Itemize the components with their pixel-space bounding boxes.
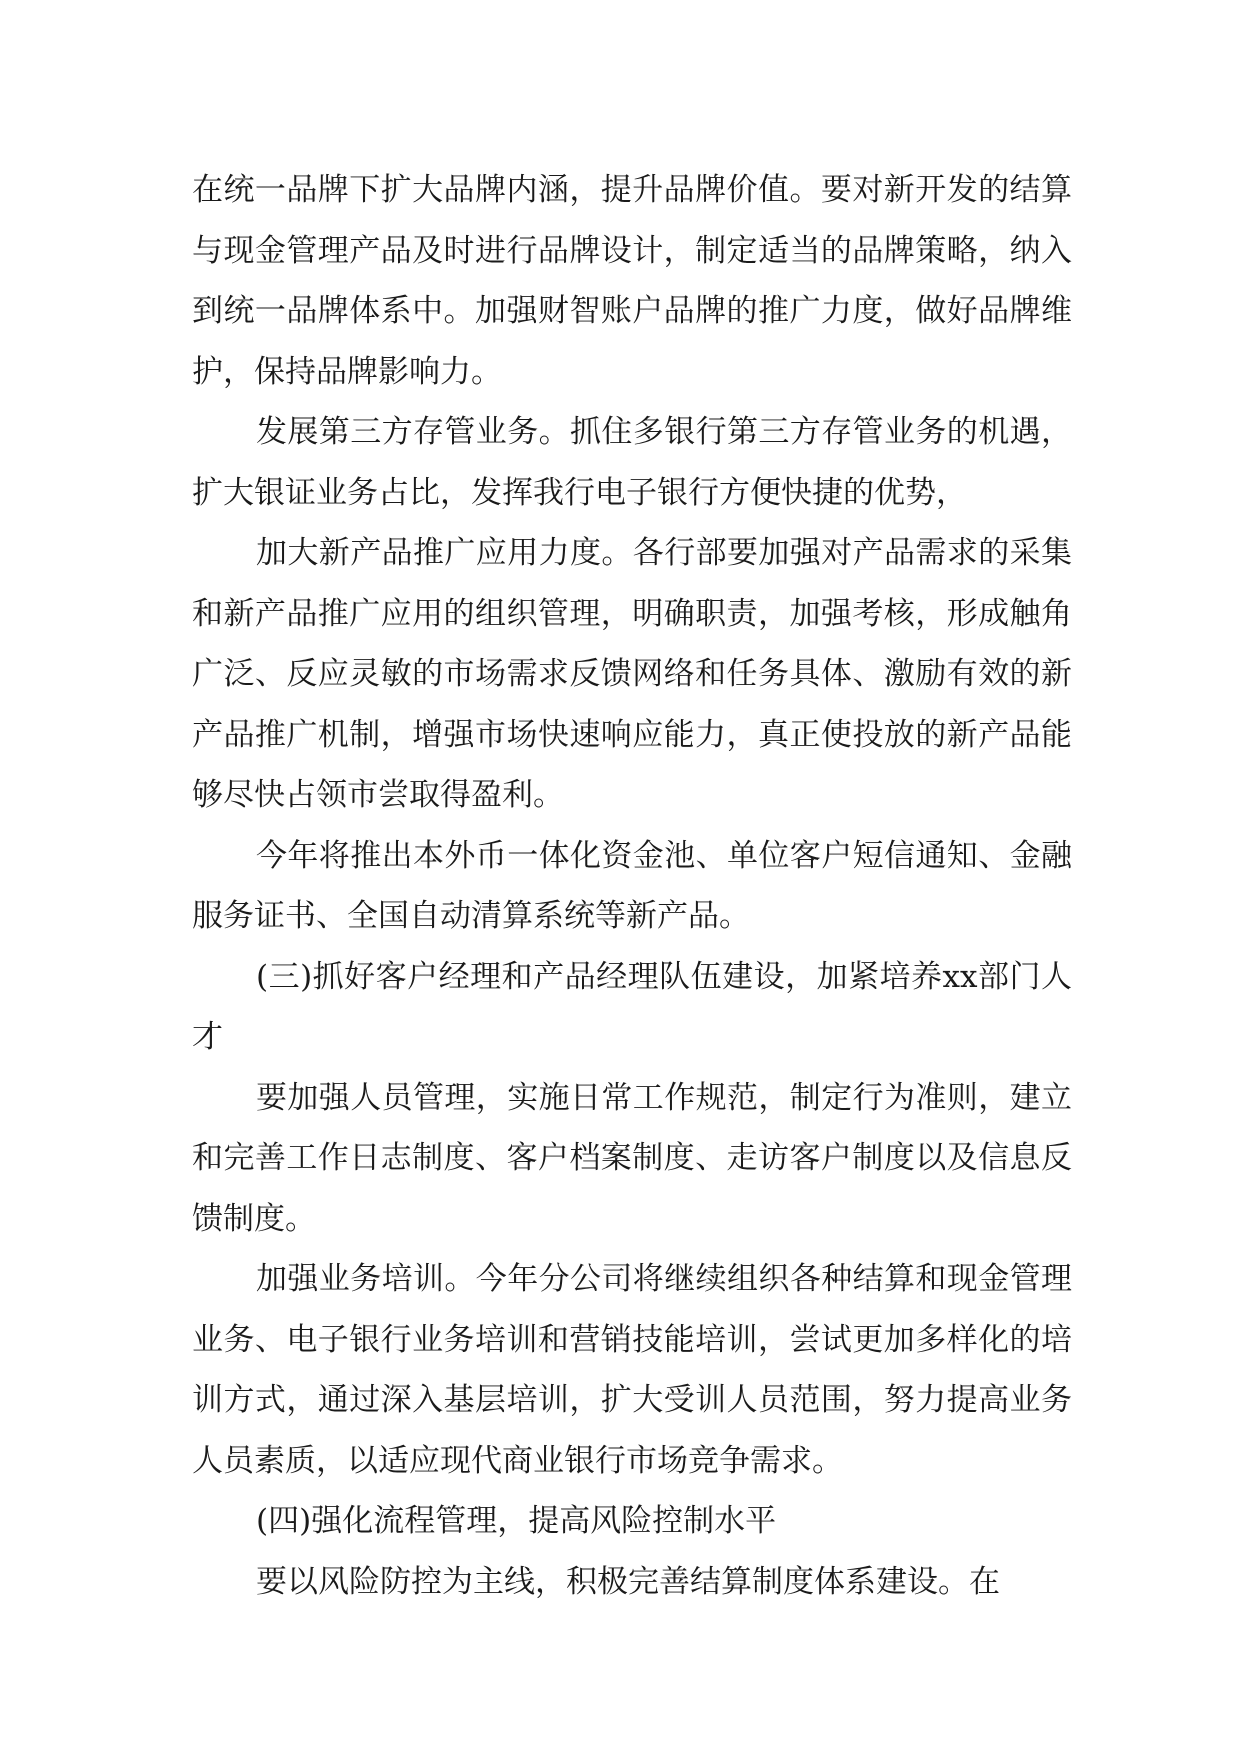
body-text bbox=[192, 160, 1072, 1612]
paragraph-third-party-custody: 发展第三方存管业务。抓住多银行第三方存管业务的机遇，扩大银证业务占比，发挥我行电子银行方便快捷的优势， bbox=[192, 414, 1072, 511]
paragraph-training: 加强业务培训。今年分公司将继续组织各种结算和现金管理业务、电子银行业务培训和营销技能培训，尝试更加多样化的培训方式，通过深入基层培训，扩大受训人员范围，努力提高业务人员素质，以适应现代商业银行市场竞争需求。 bbox=[192, 1261, 1072, 1479]
paragraph-new-product-promotion: 加大新产品推广应用力度。各行部要加强对产品需求的采集和新产品推广应用的组织管理，明确职责，加强考核，形成触角广泛、反应灵敏的市场需求反馈网络和任务具体、激励有效的新产品推广机制，增强市场快速响应能力，真正使投放的新产品能够尽快占领市尝取得盈利。 bbox=[192, 535, 1072, 813]
paragraph-brand: 在统一品牌下扩大品牌内涵，提升品牌价值。要对新开发的结算与现金管理产品及时进行品牌设计，制定适当的品牌策略，纳入到统一品牌体系中。加强财智账户品牌的推广力度，做好品牌维护，保持品牌影响力。 bbox=[192, 172, 1072, 390]
paragraph-risk-control: 要以风险防控为主线，积极完善结算制度体系建设。在 bbox=[256, 1563, 1000, 1600]
paragraph-new-products-list: 今年将推出本外币一体化资金池、单位客户短信通知、金融服务证书、全国自动清算系统等新产品。 bbox=[192, 837, 1072, 934]
paragraph-staff-management: 要加强人员管理，实施日常工作规范，制定行为准则，建立和完善工作日志制度、客户档案制度、走访客户制度以及信息反馈制度。 bbox=[192, 1079, 1072, 1237]
section-heading-3: (三)抓好客户经理和产品经理队伍建设，加紧培养xx部门人才 bbox=[192, 958, 1072, 1055]
section-heading-4: (四)强化流程管理，提高风险控制水平 bbox=[256, 1503, 777, 1539]
